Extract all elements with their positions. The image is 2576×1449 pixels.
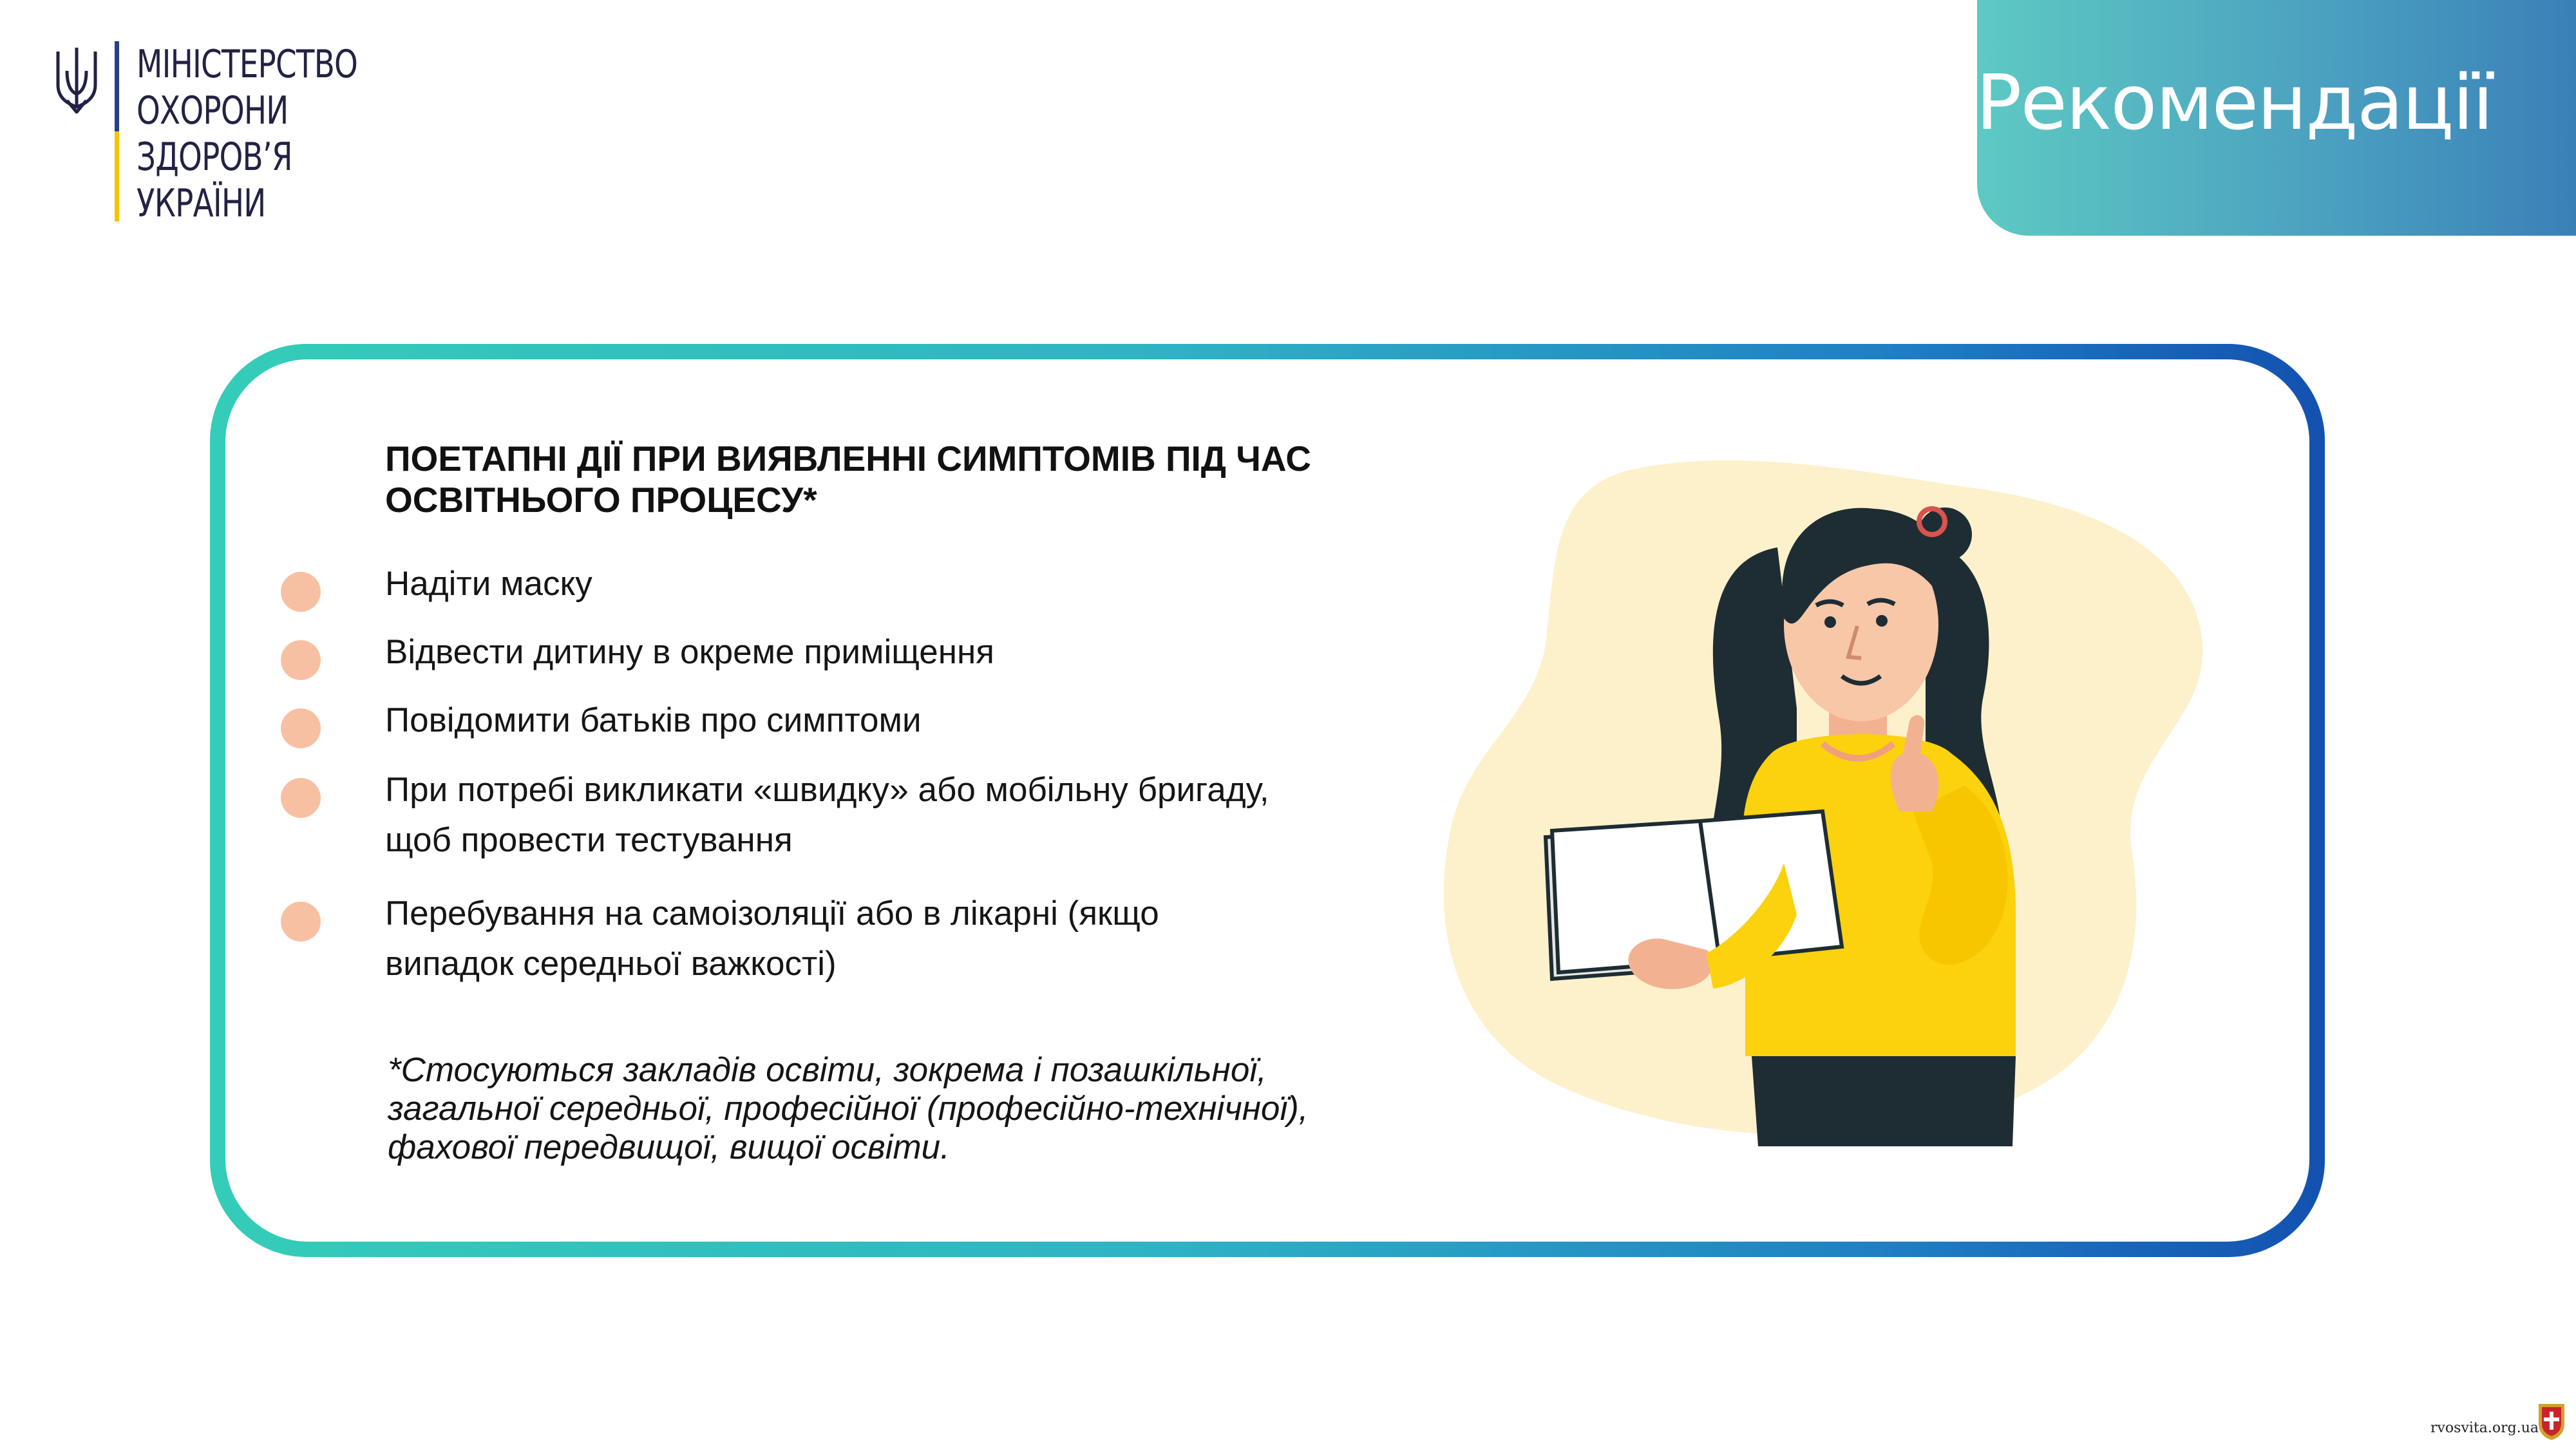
logo-divider [115, 41, 119, 222]
step-text: Відвести дитину в окреме приміщення [385, 633, 994, 671]
list-item [277, 765, 1372, 866]
list-item [277, 559, 1372, 609]
list-item [277, 696, 1372, 746]
ministry-name-line: ЗДОРОВ’Я [137, 135, 292, 180]
list-item [277, 627, 1372, 677]
rivne-coat-of-arms-icon [2536, 1400, 2567, 1441]
ministry-name-line: ОХОРОНИ [137, 88, 289, 133]
trousers [1752, 1056, 2016, 1146]
bullet-dot [281, 708, 321, 748]
list-item [277, 889, 1372, 989]
bullet-dot [281, 572, 321, 612]
page-title: Рекомендації [1976, 58, 2492, 147]
card-title-line: ПОЕТАПНІ ДІЇ ПРИ ВИЯВЛЕННІ СИМПТОМІВ ПІД ЧАС [385, 439, 1311, 478]
footnote: *Стосуються закладів освіти, зокрема і позашкільної, загальної середньої, професійної (професійно-технічної), фахової передвищої, вищої освіти. [388, 1051, 1309, 1166]
bullet-dot [281, 902, 321, 942]
ministry-name-line: МІНІСТЕРСТВО [137, 42, 358, 87]
woman-reading-notebook-illustration [1436, 451, 2222, 1159]
bullet-dot [281, 640, 321, 680]
card-title [385, 438, 1390, 520]
step-text: Повідомити батьків про симптоми [385, 701, 922, 739]
step-text: Надіти маску [385, 565, 592, 603]
ministry-name-line: УКРАЇНИ [137, 181, 266, 226]
step-text: При потребі викликати «швидку» або мобільну бригаду, щоб провести тестування [385, 771, 1269, 859]
bullet-dot [281, 778, 321, 818]
header-tab [1977, 0, 2576, 236]
ministry-name [137, 41, 357, 227]
steps-list [277, 559, 1372, 989]
trident-icon [54, 45, 99, 116]
step-text: Перебування на самоізоляції або в лікарні (якщо випадок середньої важкості) [385, 895, 1159, 983]
site-url: rvosvita.org.ua [2430, 1420, 2539, 1436]
card-title-line: ОСВІТНЬОГО ПРОЦЕСУ* [385, 480, 817, 520]
